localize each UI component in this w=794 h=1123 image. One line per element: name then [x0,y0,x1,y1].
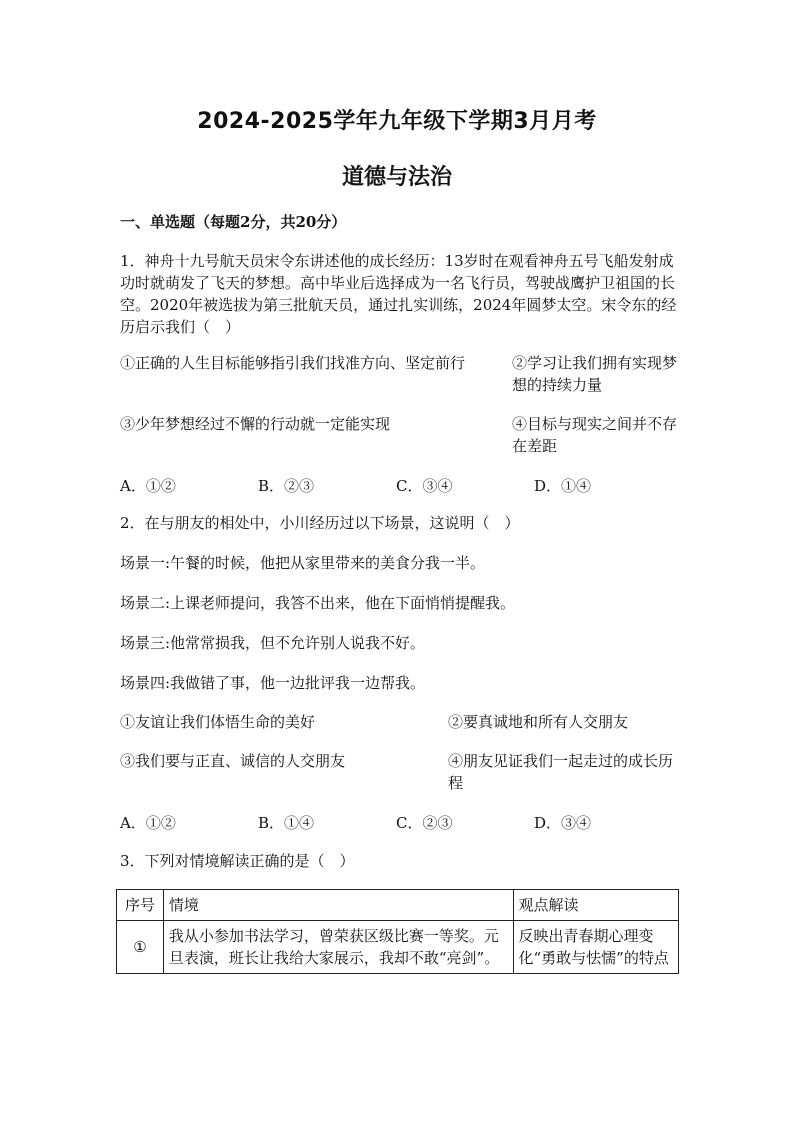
q2-scene-3: 场景三:他常常损我，但不允许别人说我不好。 [120,634,426,652]
q2-choice-b[interactable]: B．①④ [258,814,315,832]
q1-statement-3: ③少年梦想经过不懈的行动就一定能实现 [120,415,391,433]
q1-choices [120,475,680,497]
q2-scene-4: 场景四:我做错了事，他一边批评我一边帮我。 [120,674,426,692]
q1-choice-b[interactable]: B．②③ [258,477,315,495]
q2-statement-1: ①友谊让我们体悟生命的美好 [120,713,316,731]
q2-choice-a[interactable]: A．①② [120,814,176,832]
table-header-interpretation: 观点解读 [513,890,678,921]
q2-statement-2: ②要真诚地和所有人交朋友 [448,713,629,731]
exam-title: 2024-2025学年九年级下学期3月月考 [197,109,597,134]
q2-choice-c[interactable]: C．②③ [396,814,453,832]
q3-table [116,889,679,974]
q2-scene-1: 场景一:午餐的时候，他把从家里带来的美食分我一半。 [120,554,486,572]
q3-stem: 3．下列对情境解读正确的是（ ） [120,852,355,870]
q1-stem: 1．神舟十九号航天员宋令东讲述他的成长经历：13岁时在观看神舟五号飞船发射成功时就萌发了飞天的梦想。高中毕业后选择成为一名飞行员，驾驶战鹰护卫祖国的长空。2020年被选拔为第三批航天员，通过扎实训练，2024年圆梦太空。宋令东的经历启示我们（ ） [120,252,677,336]
q1-choice-a[interactable]: A．①② [120,477,176,495]
table-header-situation: 情境 [163,890,513,921]
section-heading: 一、单选题（每题2分，共20分） [120,213,347,231]
table-cell-interpretation: 反映出青春期心理变化“勇敢与怯懦”的特点 [513,921,678,974]
table-header-index: 序号 [117,890,164,921]
table-row [117,921,679,974]
table-cell-index: ① [117,921,164,974]
q2-choices [120,812,680,834]
q2-statement-3: ③我们要与正直、诚信的人交朋友 [120,752,346,770]
table-cell-situation: 我从小参加书法学习，曾荣获区级比赛一等奖。元旦表演，班长让我给大家展示，我却不敢“亮剑”。 [163,921,513,974]
q2-stem: 2．在与朋友的相处中，小川经历过以下场景，这说明（ ） [120,514,520,532]
q1-choice-c[interactable]: C．③④ [396,477,453,495]
q1-statement-2: ②学习让我们拥有实现梦想的持续力量 [512,354,678,394]
q2-statement-4: ④朋友见证我们一起走过的成长历程 [448,752,674,792]
q1-choice-d[interactable]: D．①④ [534,477,592,495]
table-header-row [117,890,679,921]
q1-statement-4: ④目标与现实之间并不存在差距 [512,415,678,455]
q2-scene-2: 场景二:上课老师提问，我答不出来，他在下面悄悄提醒我。 [120,594,516,612]
subject-title: 道德与法治 [341,165,452,190]
q2-choice-d[interactable]: D．③④ [534,814,592,832]
q1-statement-1: ①正确的人生目标能够指引我们找准方向、坚定前行 [120,354,466,372]
